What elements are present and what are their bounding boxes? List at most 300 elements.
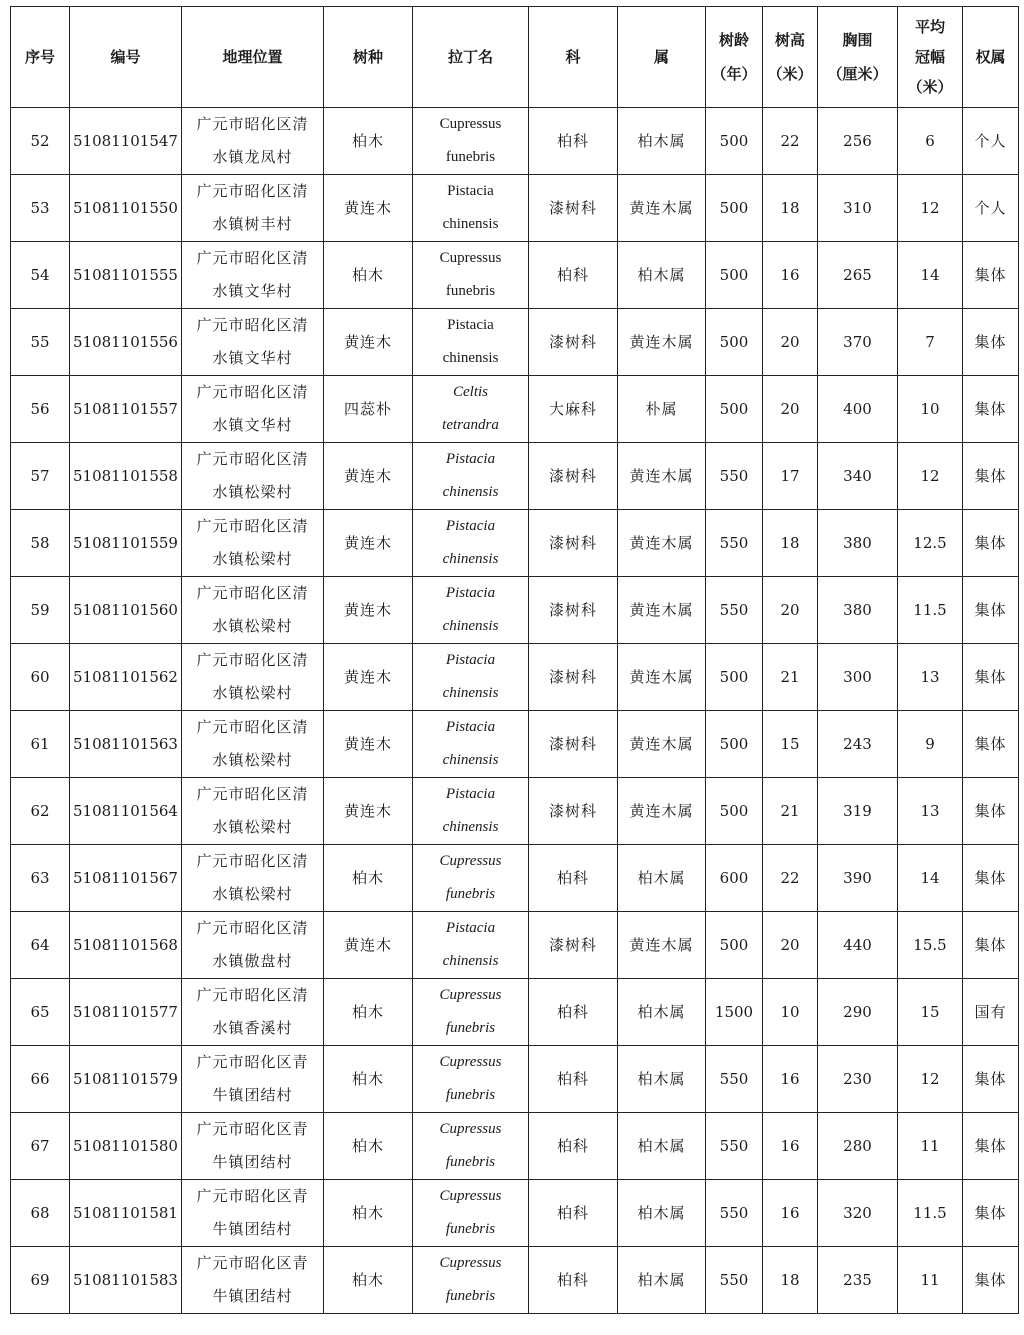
cell-family: 漆树科 [529, 711, 618, 778]
cell-seq: 66 [11, 1046, 70, 1113]
table-row [11, 309, 1019, 376]
latin-epithet: funebris [445, 283, 496, 299]
latin-genus: Pistacia [445, 585, 496, 601]
cell-girth: 400 [818, 376, 898, 443]
cell-ownership: 集体 [963, 242, 1019, 309]
location-line1: 广元市昭化区清 [196, 852, 309, 870]
location-line2: 水镇文华村 [212, 282, 293, 300]
cell-genus: 黄连木属 [618, 510, 706, 577]
cell-ownership: 集体 [963, 309, 1019, 376]
cell-girth: 290 [818, 979, 898, 1046]
location-line2: 水镇松梁村 [212, 550, 293, 568]
cell-genus: 黄连木属 [618, 443, 706, 510]
cell-location [182, 912, 324, 979]
cell-latin [413, 1180, 529, 1247]
cell-family: 柏科 [529, 108, 618, 175]
location-line1: 广元市昭化区清 [196, 785, 309, 803]
cell-code: 51081101563 [70, 711, 182, 778]
ancient-tree-table [10, 6, 1019, 1314]
latin-genus: Cupressus [439, 250, 502, 266]
cell-age: 1500 [706, 979, 763, 1046]
location-line2: 水镇松梁村 [212, 751, 293, 769]
latin-genus: Cupressus [439, 853, 502, 869]
cell-species: 黄连木 [324, 510, 413, 577]
location-line2: 牛镇团结村 [212, 1287, 293, 1305]
cell-location [182, 778, 324, 845]
cell-height: 22 [763, 108, 818, 175]
table-row [11, 510, 1019, 577]
cell-code: 51081101580 [70, 1113, 182, 1180]
cell-latin [413, 1046, 529, 1113]
latin-genus: Cupressus [439, 1054, 502, 1070]
location-line2: 水镇松梁村 [212, 885, 293, 903]
cell-ownership: 个人 [963, 175, 1019, 242]
cell-seq: 69 [11, 1247, 70, 1314]
cell-crown: 7 [898, 309, 963, 376]
cell-crown: 11.5 [898, 577, 963, 644]
latin-epithet: chinensis [442, 484, 499, 500]
cell-location [182, 577, 324, 644]
cell-location [182, 309, 324, 376]
cell-code: 51081101547 [70, 108, 182, 175]
table-row [11, 1180, 1019, 1247]
table-body [11, 108, 1019, 1314]
location-line2: 水镇树丰村 [212, 215, 293, 233]
cell-family: 柏科 [529, 1247, 618, 1314]
cell-seq: 55 [11, 309, 70, 376]
cell-genus: 黄连木属 [618, 175, 706, 242]
latin-epithet: tetrandra [442, 417, 499, 433]
table-row [11, 175, 1019, 242]
cell-location [182, 644, 324, 711]
latin-epithet: funebris [445, 149, 496, 165]
cell-crown: 12 [898, 175, 963, 242]
cell-seq: 65 [11, 979, 70, 1046]
cell-height: 16 [763, 1113, 818, 1180]
header-crown-line2: 冠幅 [914, 48, 945, 66]
cell-family: 大麻科 [529, 376, 618, 443]
cell-height: 15 [763, 711, 818, 778]
cell-code: 51081101567 [70, 845, 182, 912]
cell-girth: 380 [818, 510, 898, 577]
cell-genus: 黄连木属 [618, 577, 706, 644]
location-line1: 广元市昭化区青 [196, 1254, 309, 1272]
cell-ownership: 国有 [963, 979, 1019, 1046]
header-girth-line1: 胸围 [842, 31, 873, 49]
cell-seq: 68 [11, 1180, 70, 1247]
cell-genus: 柏木属 [618, 1046, 706, 1113]
cell-species: 黄连木 [324, 443, 413, 510]
cell-ownership: 集体 [963, 1046, 1019, 1113]
header-girth [818, 7, 898, 108]
header-age [706, 7, 763, 108]
cell-latin [413, 510, 529, 577]
location-line2: 水镇松梁村 [212, 483, 293, 501]
latin-genus: Cupressus [439, 1121, 502, 1137]
location-line1: 广元市昭化区清 [196, 249, 309, 267]
header-age-line1: 树龄 [718, 31, 749, 49]
cell-crown: 10 [898, 376, 963, 443]
cell-family: 漆树科 [529, 912, 618, 979]
location-line1: 广元市昭化区清 [196, 718, 309, 736]
cell-age: 550 [706, 1113, 763, 1180]
cell-latin [413, 309, 529, 376]
cell-seq: 59 [11, 577, 70, 644]
cell-ownership: 集体 [963, 510, 1019, 577]
cell-species: 柏木 [324, 979, 413, 1046]
latin-genus: Pistacia [447, 317, 494, 333]
cell-crown: 11.5 [898, 1180, 963, 1247]
cell-age: 500 [706, 778, 763, 845]
cell-ownership: 集体 [963, 443, 1019, 510]
table-row [11, 108, 1019, 175]
header-row [11, 7, 1019, 108]
table-row [11, 912, 1019, 979]
cell-code: 51081101558 [70, 443, 182, 510]
cell-seq: 64 [11, 912, 70, 979]
cell-genus: 柏木属 [618, 108, 706, 175]
table-row [11, 979, 1019, 1046]
cell-family: 漆树科 [529, 577, 618, 644]
cell-code: 51081101560 [70, 577, 182, 644]
cell-species: 柏木 [324, 1180, 413, 1247]
location-line1: 广元市昭化区清 [196, 316, 309, 334]
location-line2: 水镇龙凤村 [212, 148, 293, 166]
cell-ownership: 集体 [963, 644, 1019, 711]
latin-epithet: funebris [445, 1020, 496, 1036]
cell-location [182, 1113, 324, 1180]
cell-seq: 53 [11, 175, 70, 242]
latin-epithet: chinensis [442, 618, 499, 634]
cell-latin [413, 1247, 529, 1314]
latin-genus: Cupressus [439, 987, 502, 1003]
cell-girth: 280 [818, 1113, 898, 1180]
cell-age: 500 [706, 376, 763, 443]
latin-genus: Cupressus [439, 116, 502, 132]
location-line1: 广元市昭化区青 [196, 1187, 309, 1205]
table-row [11, 577, 1019, 644]
latin-epithet: chinensis [442, 752, 499, 768]
table-row [11, 376, 1019, 443]
cell-family: 柏科 [529, 979, 618, 1046]
cell-location [182, 175, 324, 242]
header-latin: 拉丁名 [413, 7, 529, 108]
latin-genus: Cupressus [439, 1255, 502, 1271]
table-row [11, 778, 1019, 845]
latin-epithet: chinensis [442, 350, 499, 366]
cell-ownership: 集体 [963, 912, 1019, 979]
cell-seq: 61 [11, 711, 70, 778]
cell-species: 柏木 [324, 1046, 413, 1113]
cell-height: 21 [763, 644, 818, 711]
cell-ownership: 集体 [963, 577, 1019, 644]
cell-genus: 柏木属 [618, 1180, 706, 1247]
cell-seq: 60 [11, 644, 70, 711]
header-genus: 属 [618, 7, 706, 108]
location-line1: 广元市昭化区清 [196, 450, 309, 468]
cell-age: 500 [706, 912, 763, 979]
location-line1: 广元市昭化区清 [196, 986, 309, 1004]
cell-age: 550 [706, 1046, 763, 1113]
latin-genus: Pistacia [445, 920, 496, 936]
cell-code: 51081101555 [70, 242, 182, 309]
cell-girth: 243 [818, 711, 898, 778]
cell-crown: 15.5 [898, 912, 963, 979]
table-row [11, 1113, 1019, 1180]
location-line1: 广元市昭化区清 [196, 115, 309, 133]
latin-epithet: chinensis [442, 216, 499, 232]
cell-crown: 12 [898, 1046, 963, 1113]
cell-height: 20 [763, 309, 818, 376]
location-line2: 水镇文华村 [212, 416, 293, 434]
cell-family: 漆树科 [529, 778, 618, 845]
location-line2: 水镇松梁村 [212, 617, 293, 635]
cell-species: 四蕊朴 [324, 376, 413, 443]
table-row [11, 845, 1019, 912]
cell-height: 17 [763, 443, 818, 510]
cell-latin [413, 845, 529, 912]
table-row [11, 711, 1019, 778]
cell-seq: 63 [11, 845, 70, 912]
cell-girth: 256 [818, 108, 898, 175]
latin-epithet: funebris [445, 1087, 496, 1103]
header-code: 编号 [70, 7, 182, 108]
cell-latin [413, 577, 529, 644]
cell-seq: 67 [11, 1113, 70, 1180]
cell-code: 51081101562 [70, 644, 182, 711]
table-row [11, 443, 1019, 510]
header-crown [898, 7, 963, 108]
cell-ownership: 集体 [963, 845, 1019, 912]
cell-species: 黄连木 [324, 912, 413, 979]
cell-species: 黄连木 [324, 778, 413, 845]
cell-latin [413, 175, 529, 242]
location-line1: 广元市昭化区清 [196, 651, 309, 669]
latin-genus: Pistacia [445, 786, 496, 802]
cell-crown: 12.5 [898, 510, 963, 577]
cell-age: 500 [706, 711, 763, 778]
cell-girth: 380 [818, 577, 898, 644]
latin-epithet: funebris [445, 1221, 496, 1237]
cell-code: 51081101564 [70, 778, 182, 845]
cell-crown: 11 [898, 1113, 963, 1180]
cell-ownership: 集体 [963, 778, 1019, 845]
latin-genus: Cupressus [439, 1188, 502, 1204]
cell-latin [413, 376, 529, 443]
cell-location [182, 711, 324, 778]
cell-family: 漆树科 [529, 309, 618, 376]
cell-age: 500 [706, 108, 763, 175]
cell-location [182, 510, 324, 577]
cell-ownership: 集体 [963, 711, 1019, 778]
cell-crown: 13 [898, 778, 963, 845]
cell-code: 51081101568 [70, 912, 182, 979]
cell-code: 51081101583 [70, 1247, 182, 1314]
cell-girth: 440 [818, 912, 898, 979]
cell-girth: 370 [818, 309, 898, 376]
cell-girth: 340 [818, 443, 898, 510]
cell-height: 21 [763, 778, 818, 845]
header-seq: 序号 [11, 7, 70, 108]
cell-location [182, 979, 324, 1046]
cell-family: 柏科 [529, 1180, 618, 1247]
header-location: 地理位置 [182, 7, 324, 108]
cell-height: 20 [763, 376, 818, 443]
cell-genus: 柏木属 [618, 1247, 706, 1314]
header-crown-line1: 平均 [914, 18, 945, 36]
latin-genus: Pistacia [445, 518, 496, 534]
table-row [11, 644, 1019, 711]
cell-location [182, 1247, 324, 1314]
cell-girth: 320 [818, 1180, 898, 1247]
header-height [763, 7, 818, 108]
cell-genus: 黄连木属 [618, 912, 706, 979]
latin-epithet: funebris [445, 1154, 496, 1170]
cell-ownership: 集体 [963, 1113, 1019, 1180]
cell-genus: 黄连木属 [618, 711, 706, 778]
latin-epithet: chinensis [442, 685, 499, 701]
latin-epithet: chinensis [442, 551, 499, 567]
cell-age: 550 [706, 510, 763, 577]
header-species: 树种 [324, 7, 413, 108]
cell-seq: 57 [11, 443, 70, 510]
location-line2: 水镇松梁村 [212, 818, 293, 836]
cell-height: 10 [763, 979, 818, 1046]
cell-family: 柏科 [529, 1113, 618, 1180]
header-height-line1: 树高 [774, 31, 805, 49]
header-family: 科 [529, 7, 618, 108]
cell-code: 51081101559 [70, 510, 182, 577]
header-ownership: 权属 [963, 7, 1019, 108]
cell-ownership: 集体 [963, 376, 1019, 443]
cell-code: 51081101557 [70, 376, 182, 443]
cell-location [182, 108, 324, 175]
cell-height: 22 [763, 845, 818, 912]
location-line2: 水镇文华村 [212, 349, 293, 367]
cell-age: 550 [706, 1247, 763, 1314]
cell-family: 柏科 [529, 242, 618, 309]
cell-crown: 12 [898, 443, 963, 510]
table-row [11, 242, 1019, 309]
latin-genus: Pistacia [445, 719, 496, 735]
cell-code: 51081101550 [70, 175, 182, 242]
cell-crown: 6 [898, 108, 963, 175]
cell-family: 柏科 [529, 845, 618, 912]
cell-girth: 300 [818, 644, 898, 711]
header-age-line2: （年） [711, 65, 757, 83]
cell-seq: 62 [11, 778, 70, 845]
cell-family: 柏科 [529, 1046, 618, 1113]
cell-ownership: 个人 [963, 108, 1019, 175]
cell-latin [413, 1113, 529, 1180]
cell-ownership: 集体 [963, 1247, 1019, 1314]
location-line1: 广元市昭化区清 [196, 584, 309, 602]
latin-genus: Pistacia [447, 183, 494, 199]
header-height-line2: （米） [767, 65, 813, 83]
cell-latin [413, 979, 529, 1046]
cell-height: 18 [763, 510, 818, 577]
location-line2: 牛镇团结村 [212, 1086, 293, 1104]
cell-age: 600 [706, 845, 763, 912]
cell-girth: 265 [818, 242, 898, 309]
latin-genus: Pistacia [445, 451, 496, 467]
cell-location [182, 443, 324, 510]
location-line1: 广元市昭化区清 [196, 919, 309, 937]
cell-age: 550 [706, 577, 763, 644]
cell-species: 柏木 [324, 1247, 413, 1314]
cell-girth: 310 [818, 175, 898, 242]
cell-height: 18 [763, 1247, 818, 1314]
latin-epithet: chinensis [442, 819, 499, 835]
cell-crown: 13 [898, 644, 963, 711]
latin-epithet: chinensis [442, 953, 499, 969]
cell-species: 柏木 [324, 242, 413, 309]
cell-height: 20 [763, 912, 818, 979]
cell-family: 漆树科 [529, 443, 618, 510]
cell-species: 黄连木 [324, 577, 413, 644]
cell-age: 500 [706, 175, 763, 242]
cell-species: 黄连木 [324, 175, 413, 242]
cell-location [182, 242, 324, 309]
cell-height: 20 [763, 577, 818, 644]
cell-family: 漆树科 [529, 510, 618, 577]
cell-genus: 柏木属 [618, 979, 706, 1046]
latin-genus: Celtis [452, 384, 488, 400]
cell-height: 16 [763, 1180, 818, 1247]
latin-epithet: funebris [445, 1288, 496, 1304]
cell-age: 500 [706, 644, 763, 711]
location-line1: 广元市昭化区青 [196, 1120, 309, 1138]
cell-latin [413, 644, 529, 711]
header-crown-line3: （米） [907, 78, 953, 96]
cell-code: 51081101556 [70, 309, 182, 376]
cell-height: 16 [763, 1046, 818, 1113]
cell-species: 黄连木 [324, 644, 413, 711]
cell-species: 黄连木 [324, 309, 413, 376]
latin-epithet: funebris [445, 886, 496, 902]
cell-age: 550 [706, 443, 763, 510]
cell-girth: 390 [818, 845, 898, 912]
location-line2: 牛镇团结村 [212, 1220, 293, 1238]
cell-code: 51081101577 [70, 979, 182, 1046]
cell-girth: 319 [818, 778, 898, 845]
location-line1: 广元市昭化区清 [196, 383, 309, 401]
cell-latin [413, 711, 529, 778]
header-girth-line2: （厘米） [827, 65, 888, 83]
cell-girth: 235 [818, 1247, 898, 1314]
cell-code: 51081101579 [70, 1046, 182, 1113]
cell-code: 51081101581 [70, 1180, 182, 1247]
cell-seq: 54 [11, 242, 70, 309]
cell-latin [413, 778, 529, 845]
cell-species: 柏木 [324, 1113, 413, 1180]
cell-species: 柏木 [324, 845, 413, 912]
cell-seq: 58 [11, 510, 70, 577]
location-line2: 牛镇团结村 [212, 1153, 293, 1171]
cell-genus: 柏木属 [618, 242, 706, 309]
cell-crown: 14 [898, 242, 963, 309]
location-line2: 水镇傲盘村 [212, 952, 293, 970]
location-line2: 水镇松梁村 [212, 684, 293, 702]
cell-seq: 56 [11, 376, 70, 443]
cell-age: 500 [706, 309, 763, 376]
cell-genus: 黄连木属 [618, 778, 706, 845]
cell-latin [413, 912, 529, 979]
cell-crown: 9 [898, 711, 963, 778]
cell-species: 黄连木 [324, 711, 413, 778]
cell-species: 柏木 [324, 108, 413, 175]
cell-latin [413, 443, 529, 510]
